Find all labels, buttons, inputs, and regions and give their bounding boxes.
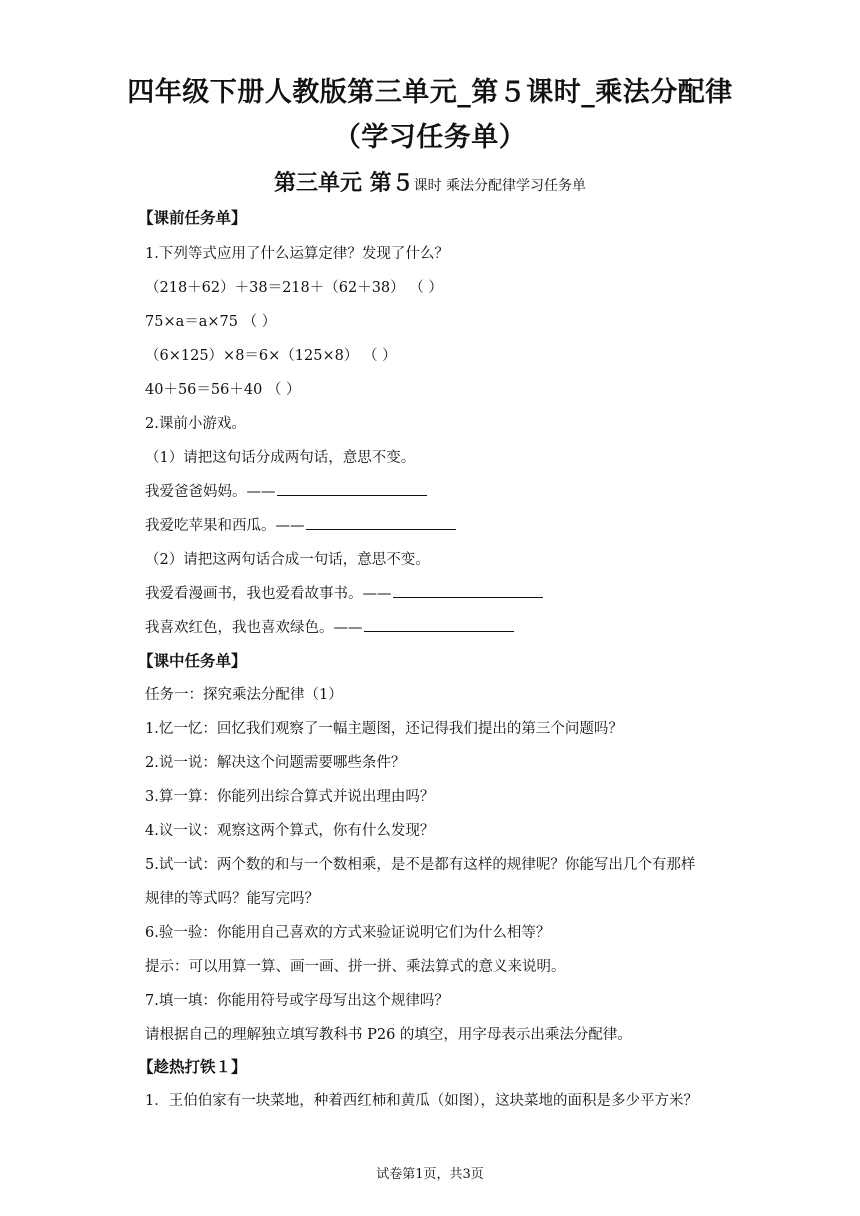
task-1-title: 任务一：探究乘法分配律（1）: [145, 687, 343, 703]
sentence-4: [145, 616, 514, 637]
document-title-line2: （学习任务单）: [333, 122, 527, 153]
in-class-item-7: 7.填一填：你能用符号或字母写出这个规律吗？: [145, 993, 449, 1009]
equation-3: （6×125）×8＝6×（125×8） （ ）: [145, 348, 397, 364]
in-class-item-1: 1.忆一忆：回忆我们观察了一幅主题图，还记得我们提出的第三个问题吗？: [145, 721, 623, 737]
pre-class-question-1: 1.下列等式应用了什么运算定律？发现了什么？: [145, 246, 449, 262]
sentence-2-answer-blank[interactable]: [306, 514, 456, 530]
sentence-1-text: 我爱爸爸妈妈。——: [145, 484, 276, 500]
in-class-heading: 【课中任务单】: [138, 651, 247, 670]
subtitle-unit-lesson: 第三单元 第５: [273, 170, 414, 196]
game-part-2-instruction: （2）请把这两句话合成一句话，意思不变。: [145, 552, 430, 568]
game-part-1-instruction: （1）请把这句话分成两句话，意思不变。: [145, 450, 416, 466]
page-footer: 试卷第1页，共3页: [376, 1167, 484, 1182]
in-class-item-7-instruction: 请根据自己的理解独立填写教科书 P26 的填空，用字母表示出乘法分配律。: [145, 1027, 632, 1043]
sentence-2: [145, 514, 456, 535]
sentence-3-answer-blank[interactable]: [393, 582, 543, 598]
sentence-2-text: 我爱吃苹果和西瓜。——: [145, 518, 305, 534]
practice-problem-1: 1．王伯伯家有一块菜地，种着西红柿和黄瓜（如图），这块菜地的面积是多少平方米？: [145, 1093, 698, 1109]
sentence-3-text: 我爱看漫画书，我也爱看故事书。——: [145, 586, 392, 602]
pre-class-question-2: 2.课前小游戏。: [145, 416, 246, 432]
document-subtitle: [0, 166, 860, 197]
equation-2: 75×a＝a×75 （ ）: [145, 314, 277, 330]
in-class-item-5-line-2: 规律的等式吗？能写完吗？: [145, 891, 319, 907]
in-class-item-5-line-1: 5.试一试：两个数的和与一个数相乘，是不是都有这样的规律呢？你能写出几个有那样: [145, 857, 696, 873]
sentence-1: [145, 480, 427, 501]
in-class-item-6: 6.验一验：你能用自己喜欢的方式来验证说明它们为什么相等？: [145, 925, 551, 941]
in-class-item-3: 3.算一算：你能列出综合算式并说出理由吗？: [145, 789, 435, 805]
in-class-item-4: 4.议一议：观察这两个算式，你有什么发现？: [145, 823, 435, 839]
equation-1: （218＋62）＋38＝218＋（62＋38） （ ）: [145, 280, 443, 296]
subtitle-lesson-name: 课时 乘法分配律学习任务单: [413, 178, 587, 194]
sentence-1-answer-blank[interactable]: [277, 480, 427, 496]
pre-class-heading: 【课前任务单】: [138, 208, 247, 227]
practice-heading: 【趁热打铁１】: [138, 1057, 247, 1076]
document-title-line1: 四年级下册人教版第三单元_第５课时_乘法分配律: [127, 77, 733, 108]
sentence-4-answer-blank[interactable]: [364, 616, 514, 632]
in-class-hint: 提示：可以用算一算、画一画、拼一拼、乘法算式的意义来说明。: [145, 959, 566, 975]
sentence-3: [145, 582, 543, 603]
sentence-4-text: 我喜欢红色，我也喜欢绿色。——: [145, 620, 363, 636]
equation-4: 40＋56＝56＋40 （ ）: [145, 382, 301, 398]
in-class-item-2: 2.说一说：解决这个问题需要哪些条件？: [145, 755, 406, 771]
